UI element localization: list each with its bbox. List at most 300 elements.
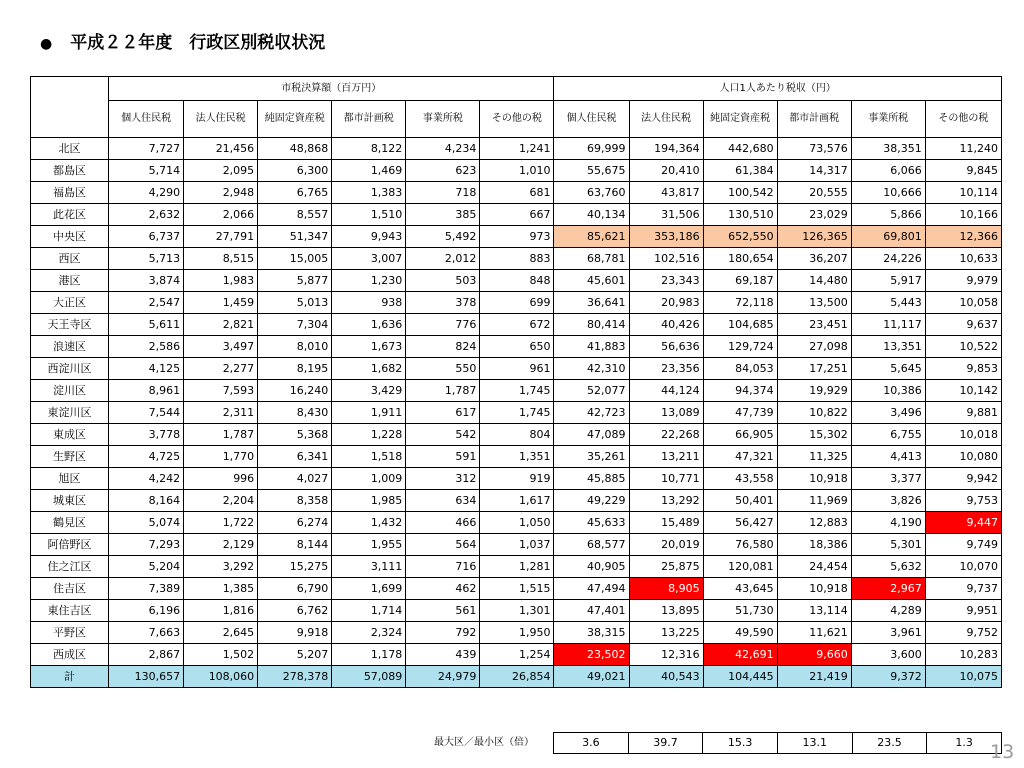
tax-amount-cell: 6,196 [109,600,184,622]
column-header-per-1: 法人住民税 [629,101,703,138]
tax-amount-cell: 623 [406,160,480,182]
table-row [31,512,1002,534]
per-capita-cell: 42,310 [554,358,629,380]
per-capita-cell: 51,730 [703,600,777,622]
per-capita-cell: 68,781 [554,248,629,270]
ward-name-cell: 平野区 [31,622,109,644]
per-capita-cell: 49,590 [703,622,777,644]
per-capita-cell: 9,752 [925,622,1001,644]
ward-name-cell: 中央区 [31,226,109,248]
column-header-tax-2: 純固定資産税 [258,101,332,138]
per-capita-cell: 11,240 [925,138,1001,160]
tax-amount-cell: 1,050 [480,512,554,534]
tax-amount-cell: 1,950 [480,622,554,644]
tax-amount-cell: 996 [184,468,258,490]
ratio-value-cell: 23.5 [852,733,927,754]
per-capita-cell: 4,413 [851,446,925,468]
tax-amount-cell: 503 [406,270,480,292]
per-capita-cell: 38,351 [851,138,925,160]
per-capita-cell: 47,739 [703,402,777,424]
per-capita-cell: 45,885 [554,468,629,490]
tax-amount-cell: 312 [406,468,480,490]
tax-amount-cell: 8,010 [258,336,332,358]
per-capita-cell: 50,401 [703,490,777,512]
ward-name-cell: 天王寺区 [31,314,109,336]
tax-amount-cell: 4,242 [109,468,184,490]
tax-amount-cell: 681 [480,182,554,204]
per-capita-cell: 20,555 [777,182,851,204]
per-capita-cell: 9,372 [851,666,925,688]
per-capita-cell: 15,302 [777,424,851,446]
tax-amount-cell: 591 [406,446,480,468]
tax-amount-cell: 8,557 [258,204,332,226]
per-capita-cell: 43,817 [629,182,703,204]
per-capita-cell: 23,343 [629,270,703,292]
per-capita-cell: 13,089 [629,402,703,424]
tax-amount-cell: 8,961 [109,380,184,402]
tax-amount-cell: 9,943 [332,226,406,248]
tax-amount-cell: 667 [480,204,554,226]
tax-amount-cell: 2,277 [184,358,258,380]
tax-amount-cell: 6,300 [258,160,332,182]
per-capita-cell: 14,480 [777,270,851,292]
per-capita-cell: 3,377 [851,468,925,490]
table-row [31,578,1002,600]
tax-amount-cell: 2,632 [109,204,184,226]
ratio-value-cell: 3.6 [554,733,629,754]
per-capita-cell: 442,680 [703,138,777,160]
per-capita-cell: 10,918 [777,578,851,600]
per-capita-cell: 49,229 [554,490,629,512]
tax-amount-cell: 15,005 [258,248,332,270]
column-header-per-3: 都市計画税 [777,101,851,138]
per-capita-cell: 11,325 [777,446,851,468]
per-capita-cell: 9,660 [777,644,851,666]
per-capita-cell: 36,207 [777,248,851,270]
group-header-per-capita: 人口1人あたり税収（円） [554,77,1002,101]
ward-name-cell: 住之江区 [31,556,109,578]
per-capita-cell: 40,543 [629,666,703,688]
tax-amount-cell: 804 [480,424,554,446]
per-capita-cell: 18,386 [777,534,851,556]
per-capita-cell: 68,577 [554,534,629,556]
ward-name-cell: 東住吉区 [31,600,109,622]
tax-amount-cell: 1,037 [480,534,554,556]
per-capita-cell: 47,321 [703,446,777,468]
per-capita-cell: 9,951 [925,600,1001,622]
per-capita-cell: 42,691 [703,644,777,666]
per-capita-cell: 9,447 [925,512,1001,534]
tax-amount-cell: 1,722 [184,512,258,534]
ratio-value-cell: 1.3 [927,733,1002,754]
tax-amount-cell: 108,060 [184,666,258,688]
tax-amount-cell: 5,492 [406,226,480,248]
per-capita-cell: 6,755 [851,424,925,446]
per-capita-cell: 15,489 [629,512,703,534]
per-capita-cell: 10,018 [925,424,1001,446]
tax-amount-cell: 6,341 [258,446,332,468]
ward-name-cell: 旭区 [31,468,109,490]
table-row [31,600,1002,622]
tax-amount-cell: 1,432 [332,512,406,534]
table-row [31,380,1002,402]
per-capita-cell: 10,386 [851,380,925,402]
ward-name-cell: 此花区 [31,204,109,226]
per-capita-cell: 72,118 [703,292,777,314]
per-capita-cell: 9,881 [925,402,1001,424]
tax-amount-cell: 718 [406,182,480,204]
ward-name-cell: 阿倍野区 [31,534,109,556]
per-capita-cell: 24,454 [777,556,851,578]
per-capita-cell: 73,576 [777,138,851,160]
tax-amount-cell: 4,234 [406,138,480,160]
tax-amount-cell: 6,790 [258,578,332,600]
tax-amount-cell: 1,770 [184,446,258,468]
tax-amount-cell: 1,230 [332,270,406,292]
tax-amount-cell: 57,089 [332,666,406,688]
per-capita-cell: 12,366 [925,226,1001,248]
table-row [31,336,1002,358]
column-header-tax-4: 事業所税 [406,101,480,138]
per-capita-cell: 69,187 [703,270,777,292]
tax-amount-cell: 617 [406,402,480,424]
tax-amount-cell: 824 [406,336,480,358]
per-capita-cell: 3,496 [851,402,925,424]
per-capita-cell: 55,675 [554,160,629,182]
tax-amount-cell: 3,007 [332,248,406,270]
per-capita-cell: 23,356 [629,358,703,380]
ward-name-cell: 生野区 [31,446,109,468]
tax-amount-cell: 48,868 [258,138,332,160]
per-capita-cell: 194,364 [629,138,703,160]
per-capita-cell: 9,942 [925,468,1001,490]
per-capita-cell: 27,098 [777,336,851,358]
table-row [31,226,1002,248]
tax-amount-cell: 1,010 [480,160,554,182]
tax-amount-cell: 378 [406,292,480,314]
per-capita-cell: 11,117 [851,314,925,336]
tax-amount-cell: 973 [480,226,554,248]
per-capita-cell: 10,822 [777,402,851,424]
ward-name-cell: 都島区 [31,160,109,182]
table-row [31,314,1002,336]
per-capita-cell: 17,251 [777,358,851,380]
ward-name-cell: 浪速区 [31,336,109,358]
tax-amount-cell: 542 [406,424,480,446]
ward-name-cell: 港区 [31,270,109,292]
table-row [31,138,1002,160]
per-capita-cell: 104,445 [703,666,777,688]
tax-amount-cell: 7,304 [258,314,332,336]
ward-name-cell: 計 [31,666,109,688]
tax-amount-cell: 5,013 [258,292,332,314]
tax-amount-cell: 278,378 [258,666,332,688]
tax-amount-cell: 8,144 [258,534,332,556]
table-row [31,556,1002,578]
ratio-value-cell: 15.3 [703,733,778,754]
tax-amount-cell: 3,111 [332,556,406,578]
per-capita-cell: 9,845 [925,160,1001,182]
per-capita-cell: 61,384 [703,160,777,182]
ward-name-cell: 大正区 [31,292,109,314]
per-capita-cell: 5,917 [851,270,925,292]
tax-amount-cell: 2,586 [109,336,184,358]
tax-amount-cell: 1,385 [184,578,258,600]
tax-amount-cell: 1,911 [332,402,406,424]
per-capita-cell: 5,632 [851,556,925,578]
per-capita-cell: 21,419 [777,666,851,688]
tax-amount-cell: 5,714 [109,160,184,182]
ratio-label: 最大区／最小区（倍） [434,737,534,748]
tax-amount-cell: 8,122 [332,138,406,160]
tax-amount-cell: 7,544 [109,402,184,424]
per-capita-cell: 353,186 [629,226,703,248]
per-capita-cell: 69,999 [554,138,629,160]
tax-amount-cell: 7,593 [184,380,258,402]
tax-amount-cell: 1,178 [332,644,406,666]
tax-amount-cell: 5,368 [258,424,332,446]
tax-amount-cell: 3,292 [184,556,258,578]
group-header-tax: 市税決算額（百万円） [109,77,554,101]
per-capita-cell: 5,443 [851,292,925,314]
per-capita-cell: 56,636 [629,336,703,358]
tax-amount-cell: 2,821 [184,314,258,336]
tax-amount-cell: 1,682 [332,358,406,380]
per-capita-cell: 652,550 [703,226,777,248]
ward-name-cell: 西成区 [31,644,109,666]
tax-amount-cell: 21,456 [184,138,258,160]
table-row [31,248,1002,270]
tax-amount-cell: 6,762 [258,600,332,622]
tax-amount-cell: 5,611 [109,314,184,336]
tax-amount-cell: 1,515 [480,578,554,600]
tax-amount-cell: 5,877 [258,270,332,292]
tax-revenue-table [30,76,1002,688]
tax-amount-cell: 2,324 [332,622,406,644]
per-capita-cell: 10,771 [629,468,703,490]
per-capita-cell: 36,641 [554,292,629,314]
per-capita-cell: 40,426 [629,314,703,336]
per-capita-cell: 13,351 [851,336,925,358]
table-row [31,534,1002,556]
per-capita-cell: 85,621 [554,226,629,248]
per-capita-cell: 41,883 [554,336,629,358]
tax-amount-cell: 8,430 [258,402,332,424]
per-capita-cell: 13,114 [777,600,851,622]
tax-amount-cell: 8,515 [184,248,258,270]
tax-amount-cell: 961 [480,358,554,380]
tax-amount-cell: 6,765 [258,182,332,204]
table-row [31,402,1002,424]
table-row [31,358,1002,380]
per-capita-cell: 49,021 [554,666,629,688]
table-row [31,270,1002,292]
per-capita-cell: 10,633 [925,248,1001,270]
tax-amount-cell: 2,547 [109,292,184,314]
per-capita-cell: 9,737 [925,578,1001,600]
per-capita-cell: 11,621 [777,622,851,644]
tax-amount-cell: 1,510 [332,204,406,226]
tax-amount-cell: 2,012 [406,248,480,270]
ward-name-cell: 北区 [31,138,109,160]
tax-amount-cell: 2,204 [184,490,258,512]
per-capita-cell: 126,365 [777,226,851,248]
per-capita-cell: 13,292 [629,490,703,512]
per-capita-cell: 10,142 [925,380,1001,402]
per-capita-cell: 80,414 [554,314,629,336]
table-row [31,292,1002,314]
column-header-per-0: 個人住民税 [554,101,629,138]
tax-amount-cell: 1,787 [406,380,480,402]
tax-amount-cell: 8,164 [109,490,184,512]
tax-amount-cell: 634 [406,490,480,512]
per-capita-cell: 10,522 [925,336,1001,358]
per-capita-cell: 14,317 [777,160,851,182]
per-capita-cell: 84,053 [703,358,777,380]
per-capita-cell: 5,301 [851,534,925,556]
tax-amount-cell: 1,699 [332,578,406,600]
ratio-row [554,733,1002,754]
per-capita-cell: 44,124 [629,380,703,402]
tax-amount-cell: 130,657 [109,666,184,688]
tax-amount-cell: 5,074 [109,512,184,534]
table-row [31,644,1002,666]
per-capita-cell: 56,427 [703,512,777,534]
per-capita-cell: 4,190 [851,512,925,534]
tax-amount-cell: 1,955 [332,534,406,556]
per-capita-cell: 38,315 [554,622,629,644]
per-capita-cell: 94,374 [703,380,777,402]
tax-amount-cell: 385 [406,204,480,226]
ward-name-cell: 住吉区 [31,578,109,600]
per-capita-cell: 47,401 [554,600,629,622]
tax-amount-cell: 1,636 [332,314,406,336]
per-capita-cell: 22,268 [629,424,703,446]
tax-amount-cell: 2,948 [184,182,258,204]
per-capita-cell: 8,905 [629,578,703,600]
tax-amount-cell: 1,617 [480,490,554,512]
per-capita-cell: 69,801 [851,226,925,248]
column-header-per-5: その他の税 [925,101,1001,138]
ward-name-cell: 東淀川区 [31,402,109,424]
tax-amount-cell: 16,240 [258,380,332,402]
tax-amount-cell: 561 [406,600,480,622]
page-number: 13 [990,741,1015,763]
per-capita-cell: 100,542 [703,182,777,204]
tax-amount-cell: 1,383 [332,182,406,204]
per-capita-cell: 20,019 [629,534,703,556]
tax-amount-cell: 650 [480,336,554,358]
per-capita-cell: 23,502 [554,644,629,666]
ward-name-cell: 城東区 [31,490,109,512]
tax-amount-cell: 7,389 [109,578,184,600]
per-capita-cell: 10,918 [777,468,851,490]
tax-amount-cell: 2,095 [184,160,258,182]
column-header-tax-3: 都市計画税 [332,101,406,138]
tax-amount-cell: 1,502 [184,644,258,666]
tax-amount-cell: 4,125 [109,358,184,380]
tax-amount-cell: 1,673 [332,336,406,358]
tax-amount-cell: 564 [406,534,480,556]
tax-amount-cell: 792 [406,622,480,644]
tax-amount-cell: 15,275 [258,556,332,578]
tax-amount-cell: 1,301 [480,600,554,622]
tax-amount-cell: 1,518 [332,446,406,468]
per-capita-cell: 10,114 [925,182,1001,204]
tax-amount-cell: 3,874 [109,270,184,292]
per-capita-cell: 9,753 [925,490,1001,512]
per-capita-cell: 25,875 [629,556,703,578]
column-header-tax-0: 個人住民税 [109,101,184,138]
per-capita-cell: 13,225 [629,622,703,644]
per-capita-cell: 10,166 [925,204,1001,226]
per-capita-cell: 9,853 [925,358,1001,380]
tax-amount-cell: 4,290 [109,182,184,204]
group-header-row [31,77,1002,101]
tax-amount-cell: 1,787 [184,424,258,446]
tax-amount-cell: 3,778 [109,424,184,446]
per-capita-cell: 130,510 [703,204,777,226]
per-capita-cell: 13,500 [777,292,851,314]
tax-amount-cell: 2,066 [184,204,258,226]
per-capita-cell: 24,226 [851,248,925,270]
tax-amount-cell: 6,274 [258,512,332,534]
tax-amount-cell: 7,293 [109,534,184,556]
per-capita-cell: 66,905 [703,424,777,446]
per-capita-cell: 12,316 [629,644,703,666]
table-row [31,490,1002,512]
per-capita-cell: 31,506 [629,204,703,226]
per-capita-cell: 10,666 [851,182,925,204]
tax-amount-cell: 1,983 [184,270,258,292]
per-capita-cell: 19,929 [777,380,851,402]
tax-amount-cell: 8,195 [258,358,332,380]
tax-amount-cell: 3,429 [332,380,406,402]
tax-amount-cell: 4,725 [109,446,184,468]
tax-amount-cell: 4,027 [258,468,332,490]
per-capita-cell: 20,410 [629,160,703,182]
per-capita-cell: 40,134 [554,204,629,226]
corner-cell [31,77,109,138]
per-capita-cell: 9,749 [925,534,1001,556]
table-row [31,622,1002,644]
tax-amount-cell: 1,459 [184,292,258,314]
per-capita-cell: 20,983 [629,292,703,314]
tax-amount-cell: 938 [332,292,406,314]
tax-amount-cell: 672 [480,314,554,336]
tax-amount-cell: 8,358 [258,490,332,512]
per-capita-cell: 4,289 [851,600,925,622]
page-title-text: 平成２２年度 行政区別税収状況 [70,33,326,53]
tax-amount-cell: 2,645 [184,622,258,644]
table-row [31,160,1002,182]
ward-name-cell: 鶴見区 [31,512,109,534]
tax-amount-cell: 1,009 [332,468,406,490]
tax-amount-cell: 883 [480,248,554,270]
per-capita-cell: 47,494 [554,578,629,600]
per-capita-cell: 9,637 [925,314,1001,336]
tax-amount-cell: 1,745 [480,380,554,402]
page-title [40,31,325,55]
column-header-row [31,101,1002,138]
per-capita-cell: 52,077 [554,380,629,402]
tax-amount-cell: 9,918 [258,622,332,644]
tax-amount-cell: 1,745 [480,402,554,424]
column-header-tax-5: その他の税 [480,101,554,138]
per-capita-cell: 10,070 [925,556,1001,578]
tax-amount-cell: 5,204 [109,556,184,578]
bullet-icon: ● [40,36,53,52]
